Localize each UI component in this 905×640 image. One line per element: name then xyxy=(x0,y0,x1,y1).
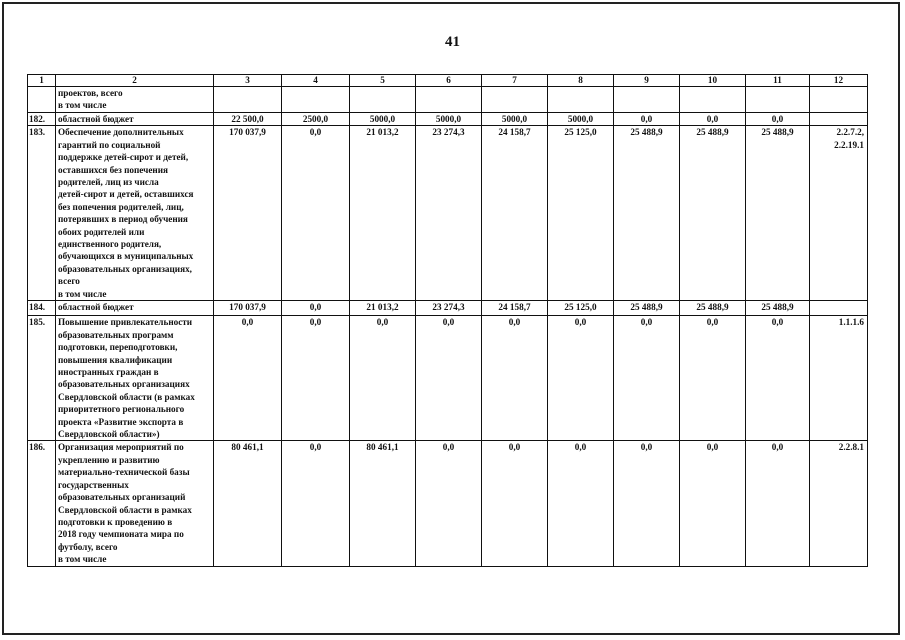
column-header: 10 xyxy=(680,75,746,87)
table-row xyxy=(28,113,868,126)
column-header: 11 xyxy=(746,75,810,87)
amount-cell: 0,0 xyxy=(680,113,746,126)
amount-cell: 21 013,2 xyxy=(350,126,416,301)
amount-cell: 25 125,0 xyxy=(548,126,614,301)
amount-cell: 0,0 xyxy=(282,126,350,301)
amount-cell xyxy=(214,87,282,113)
amount-cell: 25 488,9 xyxy=(680,301,746,316)
column-header: 6 xyxy=(416,75,482,87)
amount-cell: 0,0 xyxy=(548,316,614,441)
amount-cell: 23 274,3 xyxy=(416,126,482,301)
amount-cell xyxy=(746,87,810,113)
row-number: 185. xyxy=(28,316,56,441)
amount-cell: 80 461,1 xyxy=(214,441,282,566)
amount-cell: 0,0 xyxy=(282,301,350,316)
amount-cell: 5000,0 xyxy=(548,113,614,126)
amount-cell: 0,0 xyxy=(680,316,746,441)
row-number: 184. xyxy=(28,301,56,316)
amount-cell: 0,0 xyxy=(350,316,416,441)
amount-cell xyxy=(614,87,680,113)
amount-cell xyxy=(680,87,746,113)
amount-cell: 0,0 xyxy=(214,316,282,441)
amount-cell: 170 037,9 xyxy=(214,126,282,301)
amount-cell: 23 274,3 xyxy=(416,301,482,316)
code-cell: 2.2.7.2, 2.2.19.1 xyxy=(810,126,868,301)
column-header: 3 xyxy=(214,75,282,87)
table-row xyxy=(28,441,868,566)
amount-cell: 22 500,0 xyxy=(214,113,282,126)
amount-cell: 0,0 xyxy=(416,316,482,441)
amount-cell xyxy=(482,87,548,113)
column-header: 5 xyxy=(350,75,416,87)
amount-cell: 0,0 xyxy=(482,316,548,441)
code-cell: 2.2.8.1 xyxy=(810,441,868,566)
amount-cell: 25 488,9 xyxy=(614,126,680,301)
amount-cell: 0,0 xyxy=(746,316,810,441)
column-header: 4 xyxy=(282,75,350,87)
amount-cell xyxy=(350,87,416,113)
amount-cell: 0,0 xyxy=(614,316,680,441)
amount-cell xyxy=(416,87,482,113)
row-number: 183. xyxy=(28,126,56,301)
table-header-row xyxy=(28,75,868,87)
row-number: 186. xyxy=(28,441,56,566)
amount-cell: 0,0 xyxy=(746,113,810,126)
row-description: проектов, всего в том числе xyxy=(56,87,214,113)
amount-cell: 25 488,9 xyxy=(746,126,810,301)
amount-cell: 170 037,9 xyxy=(214,301,282,316)
amount-cell: 0,0 xyxy=(282,316,350,441)
budget-table xyxy=(27,74,868,567)
amount-cell: 5000,0 xyxy=(350,113,416,126)
amount-cell: 5000,0 xyxy=(416,113,482,126)
column-header: 7 xyxy=(482,75,548,87)
amount-cell: 0,0 xyxy=(614,441,680,566)
amount-cell: 25 488,9 xyxy=(614,301,680,316)
amount-cell xyxy=(548,87,614,113)
amount-cell: 5000,0 xyxy=(482,113,548,126)
amount-cell: 0,0 xyxy=(746,441,810,566)
code-cell: 1.1.1.6 xyxy=(810,316,868,441)
amount-cell: 21 013,2 xyxy=(350,301,416,316)
code-cell xyxy=(810,301,868,316)
amount-cell: 80 461,1 xyxy=(350,441,416,566)
amount-cell xyxy=(282,87,350,113)
row-number xyxy=(28,87,56,113)
code-cell xyxy=(810,87,868,113)
amount-cell: 24 158,7 xyxy=(482,301,548,316)
amount-cell: 0,0 xyxy=(282,441,350,566)
amount-cell: 2500,0 xyxy=(282,113,350,126)
column-header: 8 xyxy=(548,75,614,87)
column-header: 9 xyxy=(614,75,680,87)
amount-cell: 0,0 xyxy=(548,441,614,566)
table-row xyxy=(28,126,868,301)
table-row xyxy=(28,87,868,113)
table-row xyxy=(28,301,868,316)
amount-cell: 0,0 xyxy=(416,441,482,566)
column-header: 2 xyxy=(56,75,214,87)
code-cell xyxy=(810,113,868,126)
amount-cell: 25 488,9 xyxy=(746,301,810,316)
row-description: Повышение привлекательности образовательных программ подготовки, переподготовки, повышения квалификации иностранных граждан в образовательных организациях Свердловской области (в рамках приоритетного регионального проекта «Развитие экспорта в Свердловской области») xyxy=(56,316,214,441)
row-number: 182. xyxy=(28,113,56,126)
row-description: Обеспечение дополнительных гарантий по социальной поддержке детей-сирот и детей, оставшихся без попечения родителей, лиц из числа детей-сирот и детей, оставшихся без попечения родителей, лиц, потерявших в период обучения обоих родителей или единственного родителя, обучающихся в муниципальных образовательных организациях, всего в том числе xyxy=(56,126,214,301)
column-header: 12 xyxy=(810,75,868,87)
amount-cell: 24 158,7 xyxy=(482,126,548,301)
column-header: 1 xyxy=(28,75,56,87)
table-row xyxy=(28,316,868,441)
row-description: Организация мероприятий по укреплению и развитию материально-технической базы государственных образовательных организаций Свердловской области в рамках подготовки к проведению в 2018 году чемпионата мира по футболу, всего в том числе xyxy=(56,441,214,566)
amount-cell: 25 488,9 xyxy=(680,126,746,301)
row-description: областной бюджет xyxy=(56,301,214,316)
row-description: областной бюджет xyxy=(56,113,214,126)
amount-cell: 0,0 xyxy=(680,441,746,566)
page-number: 41 xyxy=(445,34,460,50)
amount-cell: 25 125,0 xyxy=(548,301,614,316)
amount-cell: 0,0 xyxy=(482,441,548,566)
amount-cell: 0,0 xyxy=(614,113,680,126)
